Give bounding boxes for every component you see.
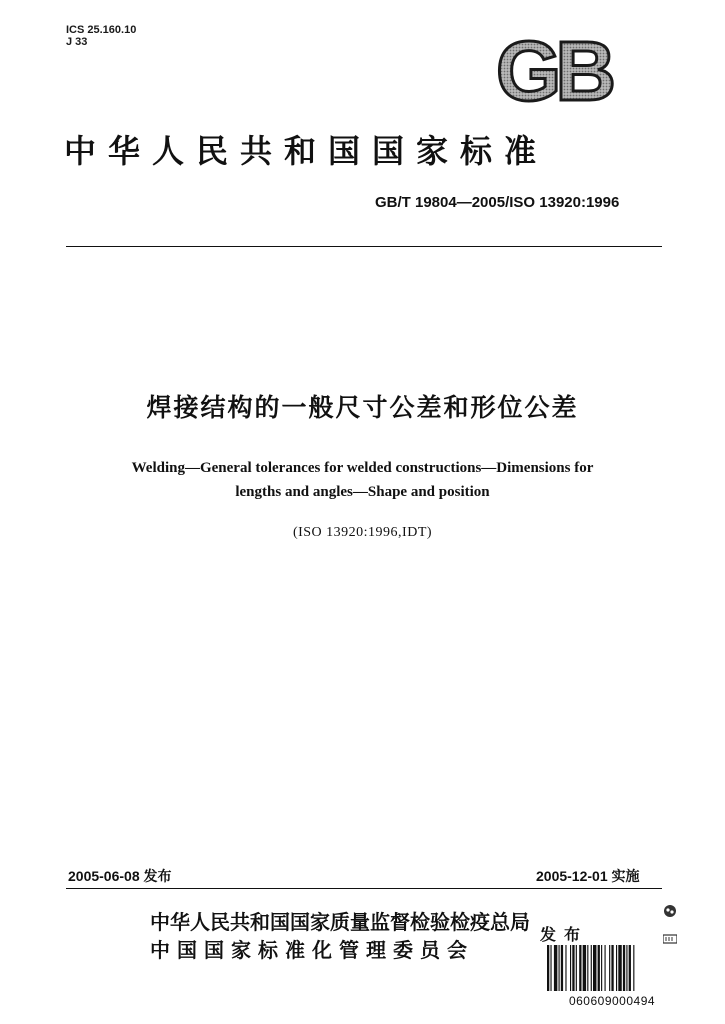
- issuer-line-2: 中国国家标准化管理委员会: [150, 938, 474, 962]
- issue-date: 2005-06-08 发布: [68, 868, 172, 884]
- barcode-bar: [587, 945, 588, 991]
- standard-title: 中华人民共和国国家标准: [64, 132, 549, 170]
- barcode-bar: [570, 945, 571, 991]
- footer-divider: [66, 888, 662, 889]
- document-title-zh: 焊接结构的一般尺寸公差和形位公差: [146, 393, 579, 422]
- barcode-bar: [583, 945, 586, 991]
- barcode-bar: [598, 945, 600, 991]
- barcode-bar: [609, 945, 610, 991]
- classification-codes: [66, 24, 136, 48]
- barcode-bar: [576, 945, 577, 991]
- barcode-bar: [616, 945, 617, 991]
- barcode-bar: [565, 945, 566, 991]
- header-divider: [66, 246, 662, 247]
- barcode-bar: [629, 945, 631, 991]
- stamp-icon: [662, 903, 678, 923]
- title-en-line-2: lengths and angles—Shape and position: [235, 484, 490, 500]
- barcode-number: 060609000494: [568, 994, 656, 1008]
- gb-logo-icon: [482, 34, 624, 110]
- barcode-bar: [626, 945, 627, 991]
- ics-code: ICS 25.160.10: [66, 24, 137, 36]
- barcode-bar: [601, 945, 602, 991]
- ccs-code: J 33: [66, 36, 88, 48]
- barcode-bar: [547, 945, 549, 991]
- barcode-bar: [611, 945, 613, 991]
- gb-logo-text: GB: [496, 34, 610, 106]
- issuer-line-1: 中华人民共和国国家质量监督检验检疫总局: [150, 910, 530, 934]
- barcode-icon: [546, 945, 678, 997]
- barcode-bar: [605, 945, 606, 991]
- barcode-bar: [618, 945, 621, 991]
- document-title-en: [0, 456, 725, 504]
- publish-label: 发布: [540, 925, 589, 944]
- barcode-bar: [623, 945, 625, 991]
- barcode-bar: [561, 945, 563, 991]
- barcode-bar: [633, 945, 634, 991]
- standard-number: GB/T 19804—2005/ISO 13920:1996: [375, 194, 620, 211]
- iso-reference: (ISO 13920:1996,IDT): [292, 525, 433, 540]
- barcode-bar: [554, 945, 557, 991]
- barcode-bar: [550, 945, 551, 991]
- implementation-date: 2005-12-01 实施: [536, 868, 640, 884]
- barcode-bar: [579, 945, 581, 991]
- title-en-line-1: Welding—General tolerances for welded constructions—Dimensions for: [131, 460, 594, 476]
- barcode-bar: [572, 945, 574, 991]
- barcode-bar: [559, 945, 560, 991]
- barcode-bar: [593, 945, 596, 991]
- barcode-bar: [591, 945, 592, 991]
